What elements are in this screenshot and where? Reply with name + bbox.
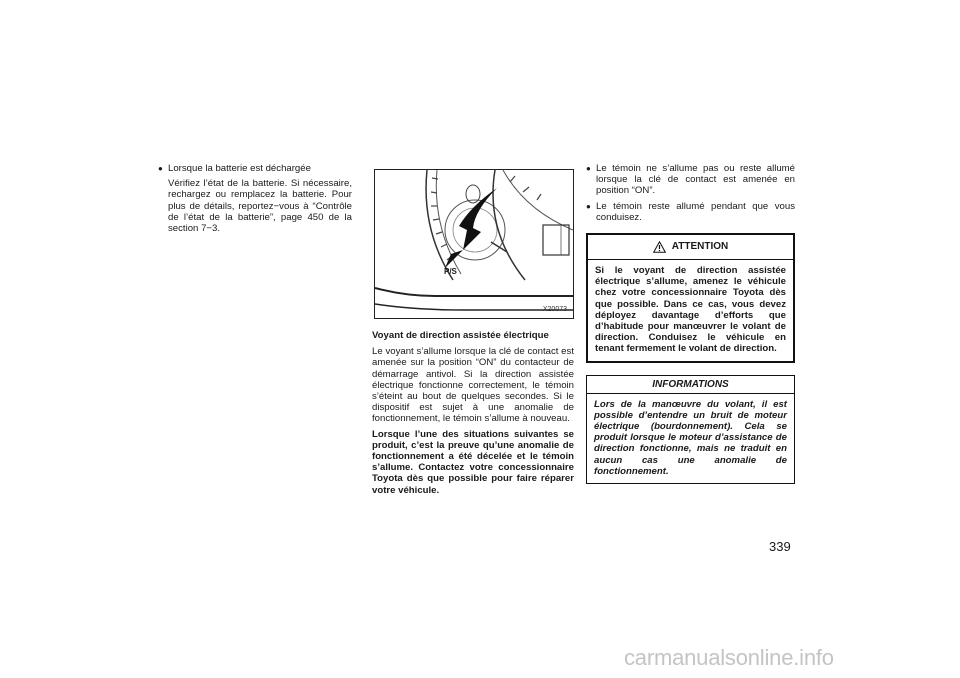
right-column [586,163,795,484]
bullet-dot-icon: ● [158,164,163,173]
attention-title: ATTENTION [671,241,729,253]
middle-column [372,163,574,496]
warning-triangle-icon [653,241,666,253]
page-number: 339 [769,539,791,554]
left-column [158,163,352,234]
informations-title: INFORMATIONS [652,378,729,390]
bullet-dot-icon: ● [586,201,591,211]
bullet-text: Le témoin ne s’allume pas ou reste allumé lorsque la clé de contact est amenée en position “ON”. [596,163,795,197]
watermark: carmanualsonline.info [624,645,834,670]
informations-body: Lors de la manœuvre du volant, il est possible d’entendre un bruit de moteur électrique (bourdonnement). Cela se produit lorsque le moteur d’assistance de direction fonctionne, mais ne traduit en aucun cas une anomalie de fonctionnement. [594,398,787,477]
bullet-body: Vérifiez l’état de la batterie. Si nécessaire, rechargez ou remplacez la batterie. Pour plus de détails, reportez−vous à “Contrôle de l’état de la batterie”, page 450 de la section 7−3. [168,178,352,235]
warning-paragraph: Lorsque l’une des situations suivantes se produit, c’est la preuve qu’une anomalie de fonctionnement a été décelée et le témoin s’allume. Contactez votre concessionnaire Toyota dès que possible pour faire réparer votre véhicule. [372,428,574,496]
attention-body: Si le voyant de direction assistée électrique s’allume, amenez le véhicule chez votre concessionnaire Toyota dès que possible. Dans ce cas, vous devez déployez davantage d’efforts que d’habitude pour manœuvrer le volant de direction. Conduisez le véhicule en tenant fermement le volant de direction. [595,265,786,355]
figure-code: X20073 [542,305,567,313]
informations-box [586,375,795,484]
bullet-title: Lorsque la batterie est déchargée [168,163,311,174]
bullet-item [586,163,795,197]
attention-box [586,233,795,363]
attention-header [588,235,793,260]
description-paragraph: Le voyant s’allume lorsque la clé de contact est amenée sur la position “ON” du contacteur de démarrage antivol. Si la direction assistée électrique fonctionne correctement, le témoin s’éteint au bout de quelques secondes. Si le dispositif est sujet à une anomalie de fonctionnement, le témoin s’allume à nouveau. [372,346,574,425]
dashboard-figure [374,169,574,319]
bullet-item [586,201,795,223]
bullet-item [158,163,352,174]
gauge-cluster-illustration [375,170,573,318]
bullet-dot-icon: ● [586,164,591,173]
figure-caption: Voyant de direction assistée électrique [372,330,549,341]
informations-header [587,376,794,394]
ps-indicator-label: P/S [444,267,457,276]
bullet-text: Le témoin reste allumé pendant que vous conduisez. [596,200,795,223]
